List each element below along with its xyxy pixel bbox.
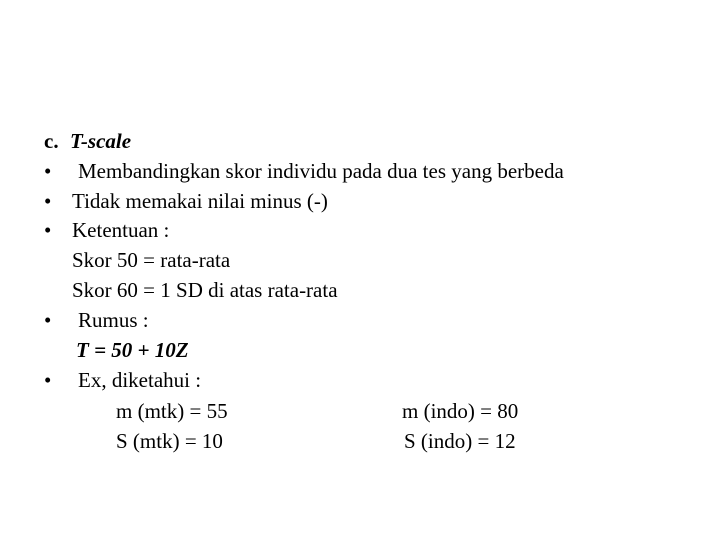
bullet-dot: •	[44, 308, 52, 332]
section-title: T-scale	[70, 129, 132, 153]
value-right: m (indo) = 80	[402, 399, 519, 423]
section-prefix: c.	[44, 129, 59, 153]
bullet-dot: •	[44, 218, 52, 242]
bullet-dot: •	[44, 159, 52, 183]
bullet-dot: •	[44, 189, 52, 213]
bullet-dot: •	[44, 368, 52, 392]
formula: T = 50 + 10Z	[76, 338, 189, 362]
bullet-text: Ex, diketahui :	[78, 368, 202, 392]
sub-text: Skor 60 = 1 SD di atas rata-rata	[72, 278, 338, 302]
bullet-text: Rumus :	[78, 308, 149, 332]
value-left: S (mtk) = 10	[116, 429, 223, 453]
bullet-text: Membandingkan skor individu pada dua tes yang berbeda	[78, 159, 564, 183]
bullet-text: Tidak memakai nilai minus (-)	[72, 189, 328, 213]
value-left: m (mtk) = 55	[116, 399, 228, 423]
value-right: S (indo) = 12	[404, 429, 516, 453]
sub-text: Skor 50 = rata-rata	[72, 248, 231, 272]
bullet-text: Ketentuan :	[72, 218, 170, 242]
